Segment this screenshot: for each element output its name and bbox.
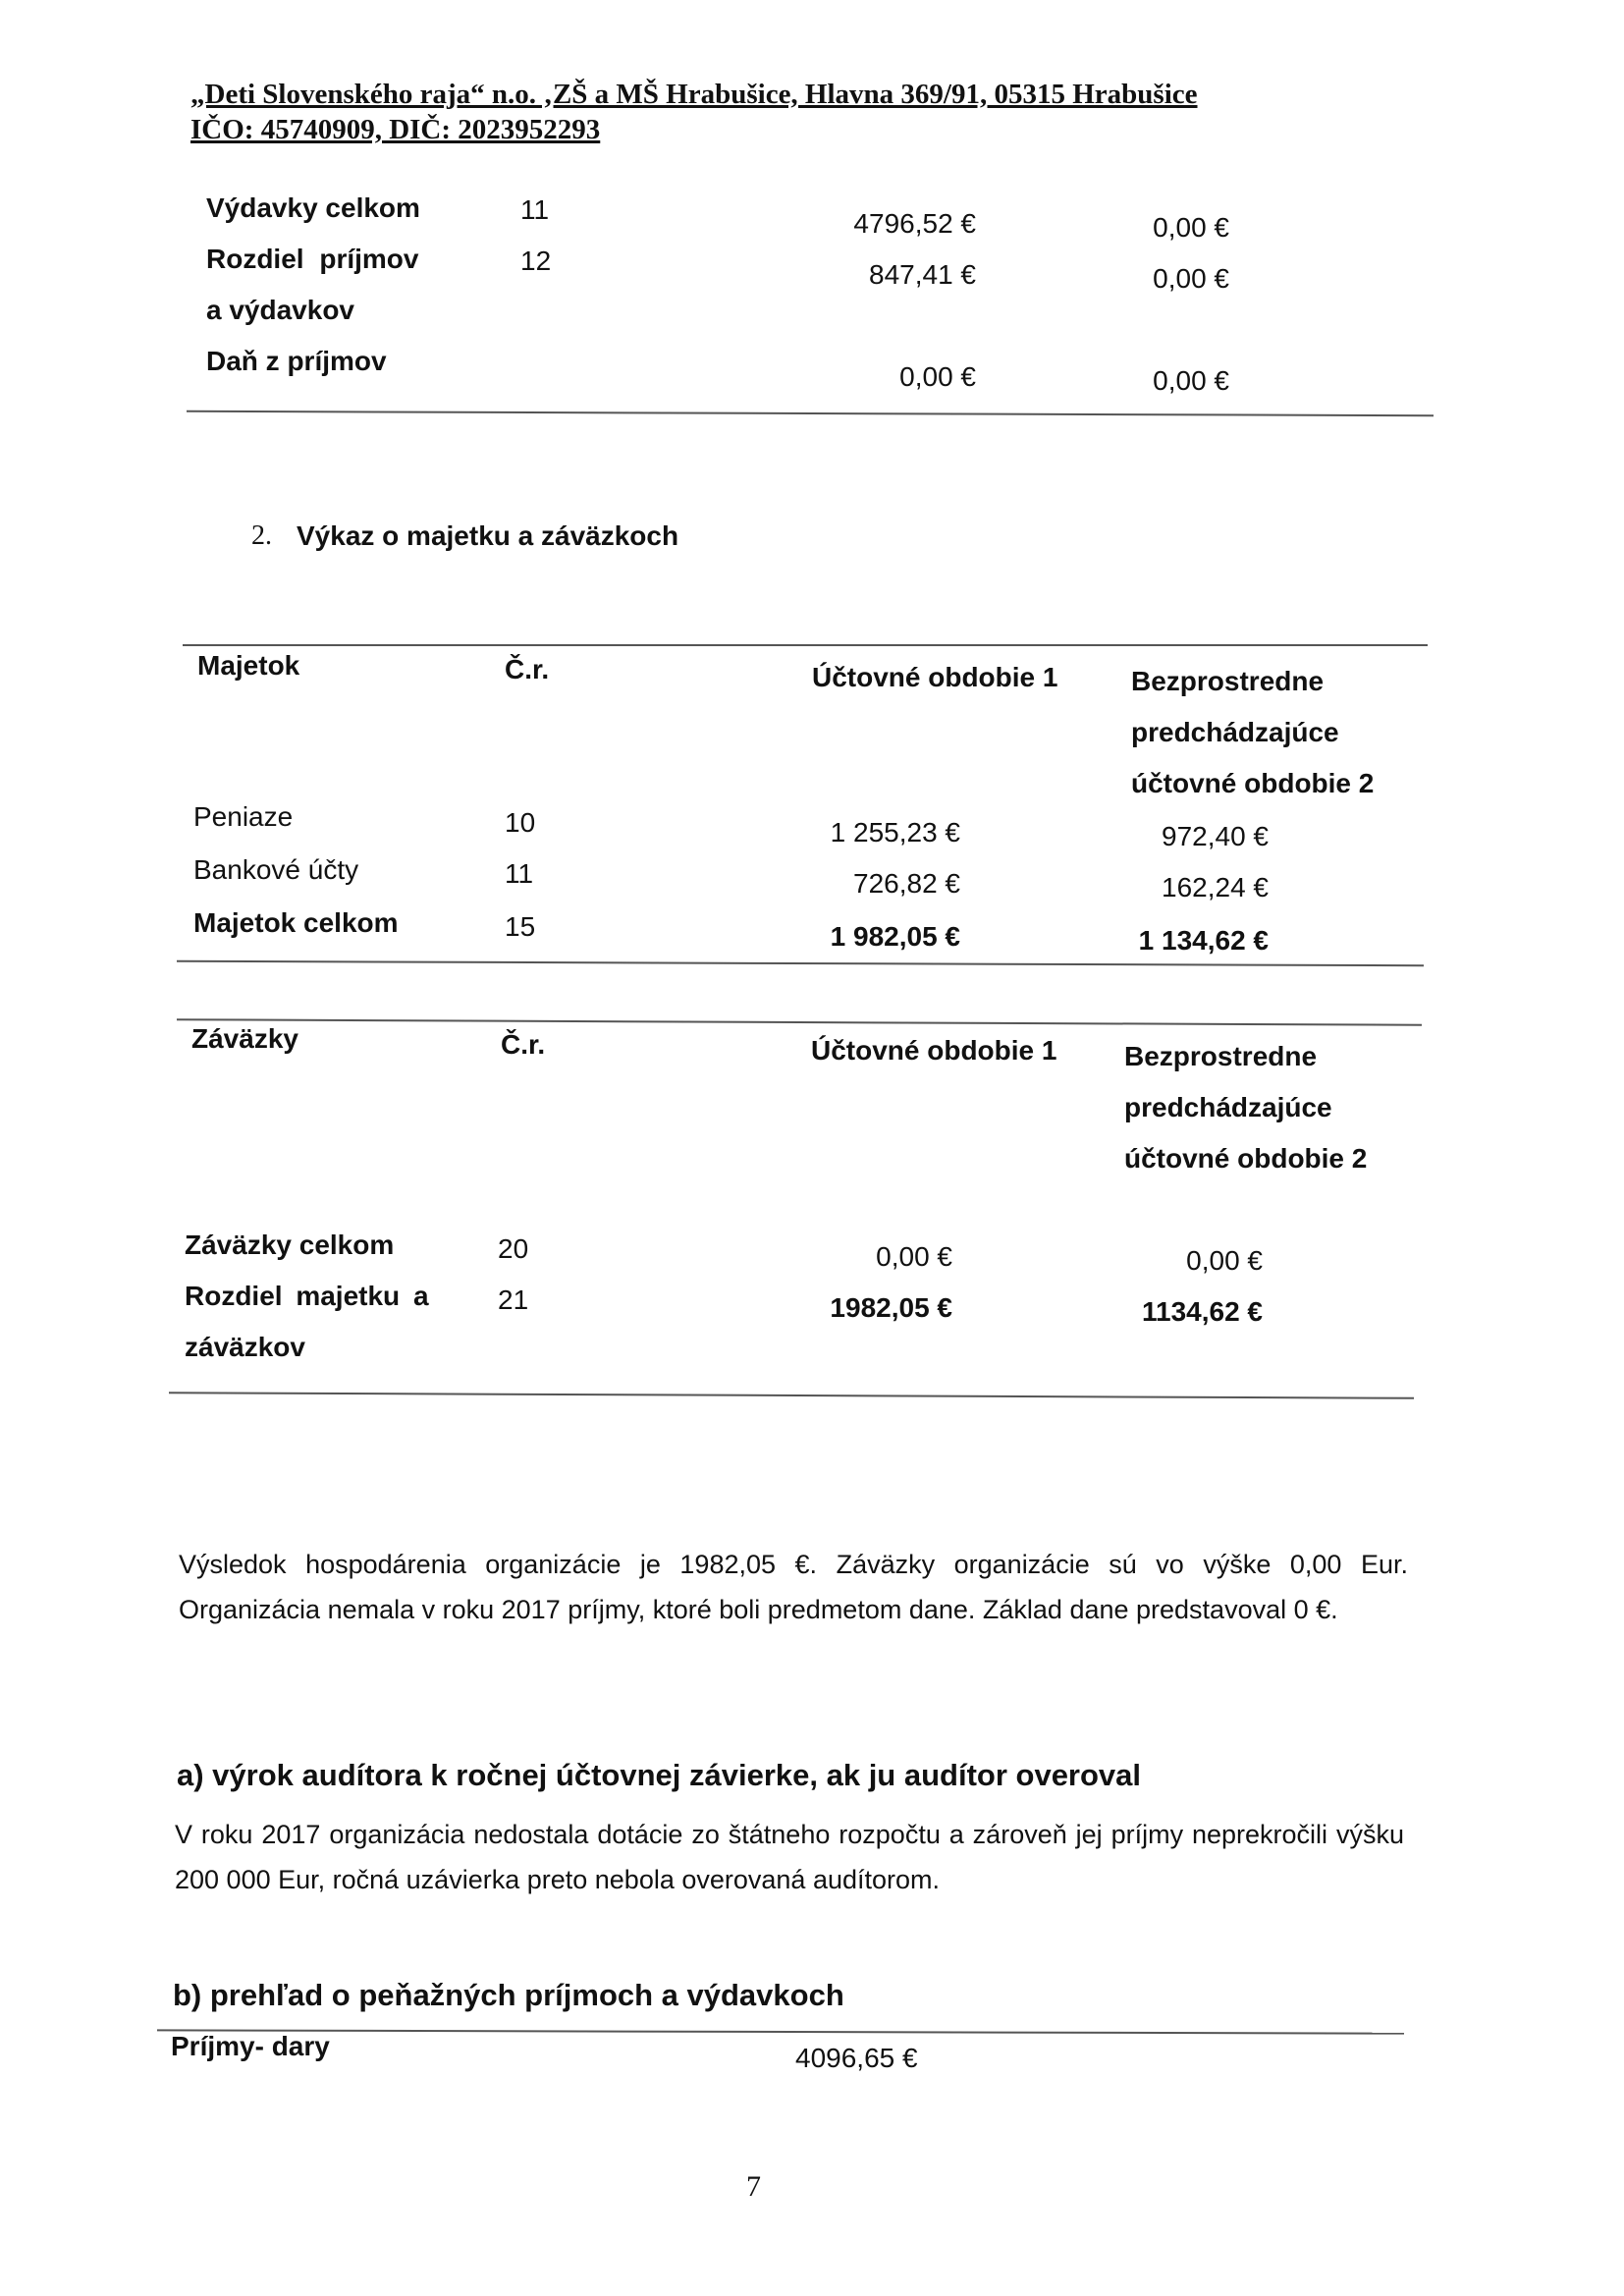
row-label: Príjmy- dary xyxy=(171,2031,330,2061)
table-top-rule xyxy=(183,644,1428,646)
row-value-2: 0,00 € xyxy=(1186,1245,1263,1276)
row-label: Rozdiel príjmov xyxy=(206,244,419,274)
row-label: Daň z príjmov xyxy=(206,346,387,376)
row-label-cont: a výdavkov xyxy=(206,295,354,325)
section-a-text: V roku 2017 organizácia nedostala dotácie zo štátneho rozpočtu a zároveň jej príjmy neprekročili výšku 200 000 Eur, ročná uzávierka preto nebola overovaná audítorom. xyxy=(175,1820,1404,1894)
row-value-2: 972,40 € xyxy=(1162,821,1269,851)
header-period-2: predchádzajúce xyxy=(1124,1092,1332,1122)
row-value-2: 1 134,62 € xyxy=(1138,925,1269,956)
row-cr: 20 xyxy=(498,1233,529,1264)
section-number: 2. xyxy=(251,520,272,551)
row-value-1: 0,00 € xyxy=(899,361,976,392)
row-cr: 11 xyxy=(520,194,550,225)
header-period-2: účtovné obdobie 2 xyxy=(1131,768,1375,798)
header-ids: IČO: 45740909, DIČ: 2023952293 xyxy=(190,114,601,145)
result-paragraph: Výsledok hospodárenia organizácie je 1982,05 €. Záväzky organizácie sú vo výške 0,00 Eur. Organizácia nemala v roku 2017 príjmy, ktoré boli predmetom dane. Základ dane predstavoval 0 €. xyxy=(179,1550,1408,1624)
row-cr: 15 xyxy=(505,911,536,942)
header-label: Záväzky xyxy=(191,1023,298,1054)
row-cr: 10 xyxy=(505,807,536,838)
row-label-cont: záväzkov xyxy=(185,1332,305,1362)
header-period-1: Účtovné obdobie 1 xyxy=(811,1035,1057,1066)
header-period-1: Účtovné obdobie 1 xyxy=(812,662,1058,692)
row-label: Rozdiel majetku a xyxy=(185,1281,429,1311)
row-label: Bankové účty xyxy=(193,854,359,885)
row-value-1: 1 982,05 € xyxy=(830,921,960,952)
header-organization: „Deti Slovenského raja“ n.o. ‚ZŠ a MŠ Hrabušice, Hlavna 369/91, 05315 Hrabušice xyxy=(190,79,1198,110)
row-label: Peniaze xyxy=(193,801,294,832)
section-title: Výkaz o majetku a záväzkoch xyxy=(297,520,679,551)
row-label: Záväzky celkom xyxy=(185,1230,395,1260)
row-value-1: 1982,05 € xyxy=(830,1292,952,1323)
header-cr: Č.r. xyxy=(505,654,550,684)
table-top-rule xyxy=(157,2029,1404,2034)
table-divider xyxy=(177,960,1424,966)
section-b-title: b) prehľad o peňažných príjmoch a výdavkoch xyxy=(173,1978,844,2012)
header-period-2: predchádzajúce xyxy=(1131,717,1339,747)
header-period-2: Bezprostredne xyxy=(1124,1041,1318,1071)
header-period-2: Bezprostredne xyxy=(1131,666,1325,696)
page-number: 7 xyxy=(746,2170,761,2203)
table-divider xyxy=(187,410,1434,416)
row-value: 4096,65 € xyxy=(795,2043,918,2073)
header-label: Majetok xyxy=(197,650,300,681)
header-period-2: účtovné obdobie 2 xyxy=(1124,1143,1368,1174)
table-top-rule xyxy=(177,1018,1422,1026)
row-value-1: 4796,52 € xyxy=(853,208,976,239)
row-value-2: 0,00 € xyxy=(1153,365,1229,396)
row-value-1: 0,00 € xyxy=(876,1241,952,1272)
row-value-2: 0,00 € xyxy=(1153,263,1229,294)
row-value-1: 847,41 € xyxy=(869,259,976,290)
row-value-2: 162,24 € xyxy=(1162,872,1269,902)
row-value-2: 0,00 € xyxy=(1153,212,1229,243)
header-cr: Č.r. xyxy=(501,1029,546,1060)
row-value-1: 726,82 € xyxy=(853,868,960,899)
row-label: Majetok celkom xyxy=(193,907,399,938)
table-divider xyxy=(169,1392,1414,1399)
row-cr: 12 xyxy=(520,246,552,276)
section-a-title: a) výrok audítora k ročnej účtovnej závierke, ak ju audítor overoval xyxy=(177,1758,1142,1792)
row-cr: 21 xyxy=(498,1285,529,1315)
row-label: Výdavky celkom xyxy=(206,192,420,223)
row-cr: 11 xyxy=(505,858,534,889)
row-value-2: 1134,62 € xyxy=(1141,1296,1263,1327)
row-value-1: 1 255,23 € xyxy=(830,817,960,847)
